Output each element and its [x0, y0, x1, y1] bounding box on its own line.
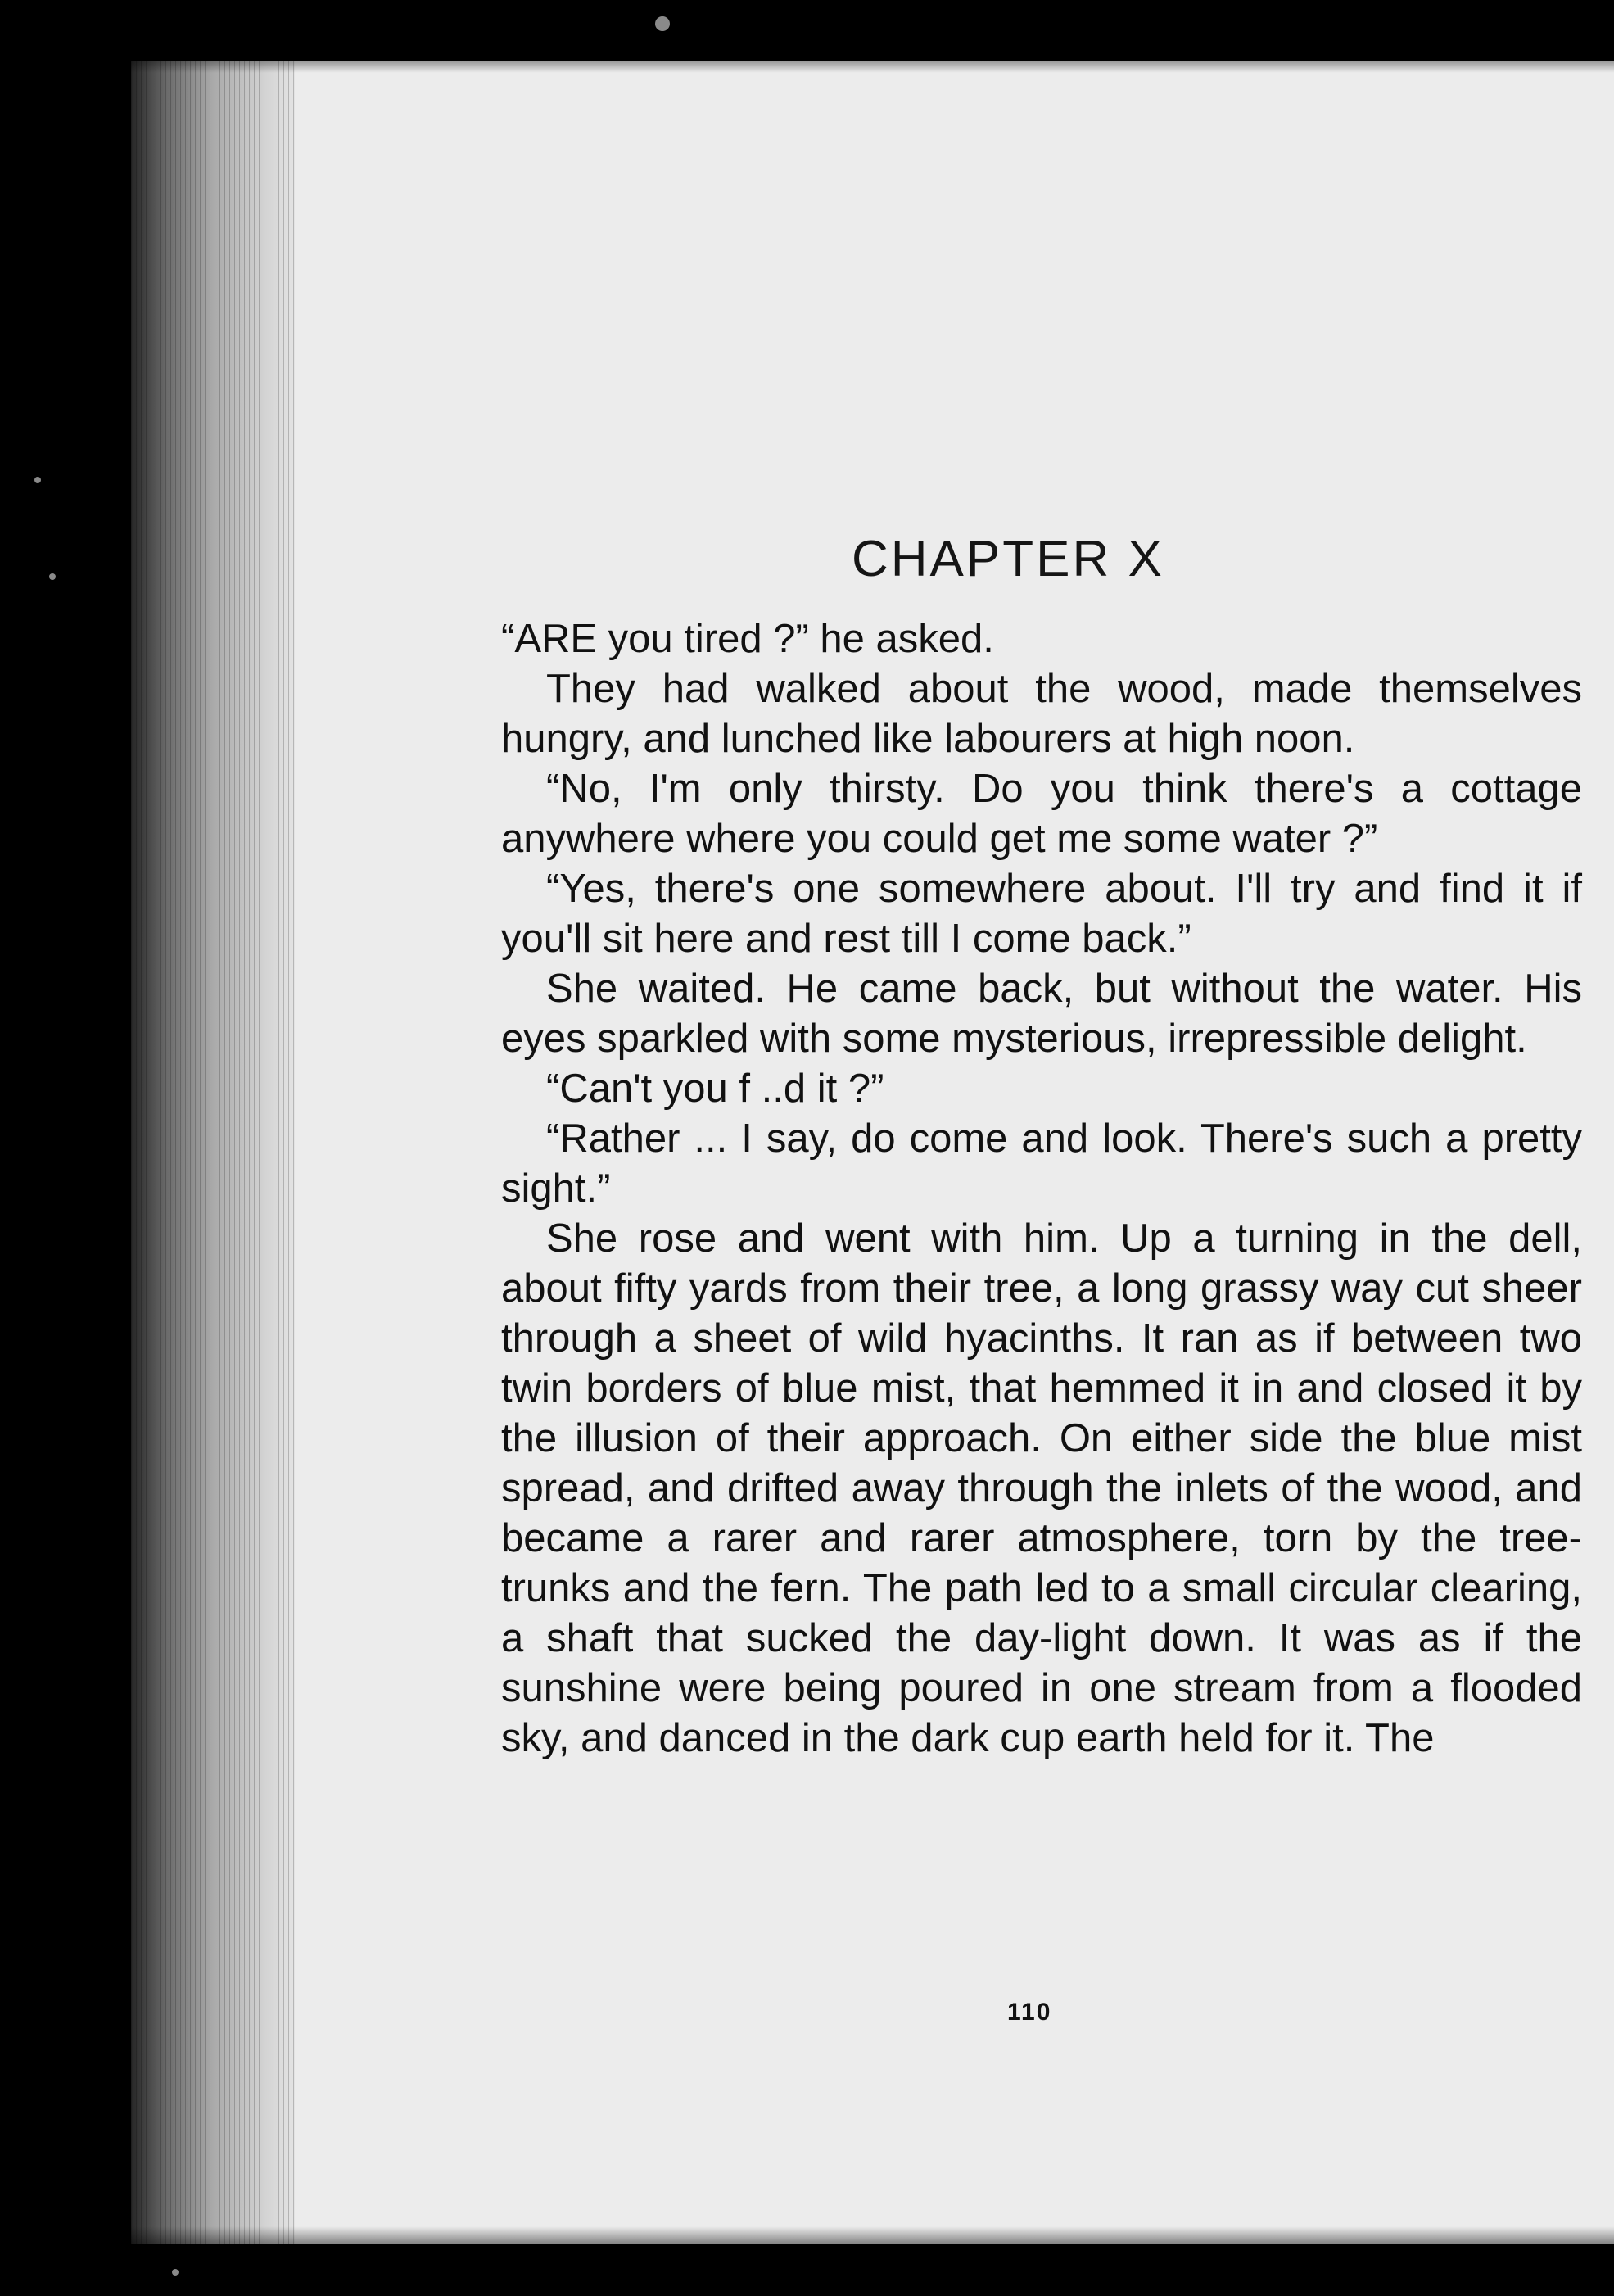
scan-speck: [34, 477, 41, 483]
scan-speck: [172, 2269, 179, 2276]
page-bottom-shadow: [131, 2226, 1614, 2244]
page-number: 110: [1007, 1999, 1052, 2026]
page-edges: [131, 61, 311, 2244]
scan-speck: [49, 573, 56, 580]
paragraph: “ARE you tired ?” he asked.: [501, 617, 994, 661]
paragraph: She rose and went with him. Up a turning in the dell, about fifty yards from their tree, a long grassy way cut sheer through a sheet of wild hyacinths. It ran as if between two twin borders of blue mist, that hemmed it in and closed it by the illusion of their approach. On either side the blue mist spread, and drifted away through the inlets of the wood, and became a rarer and rarer atmosphere, torn by the tree-trunks and the fern. The path led to a small circular clearing, a shaft that sucked the day-light down. It was as if the sunshine were being poured in one stream from a flooded sky, and danced in the dark cup earth held for it. The: [501, 1216, 1582, 1760]
body-text: [501, 614, 1582, 1764]
paragraph: “No, I'm only thirsty. Do you think there's a cottage anywhere where you could get me some water ?”: [501, 767, 1582, 861]
paragraph: She waited. He came back, but without the water. His eyes sparkled with some mysterious, irrepressible delight.: [501, 967, 1582, 1061]
paragraph: “Rather ... I say, do come and look. There's such a pretty sight.”: [501, 1116, 1582, 1211]
paragraph: “Can't you f ..d it ?”: [546, 1066, 884, 1111]
chapter-title: CHAPTER X: [852, 531, 1164, 587]
scan-speck: [655, 16, 670, 31]
paragraph: “Yes, there's one somewhere about. I'll try and find it if you'll sit here and rest till I come back.”: [501, 867, 1582, 961]
page-top-shadow: [131, 61, 1614, 73]
paragraph: They had walked about the wood, made themselves hungry, and lunched like labourers at high noon.: [501, 667, 1582, 761]
